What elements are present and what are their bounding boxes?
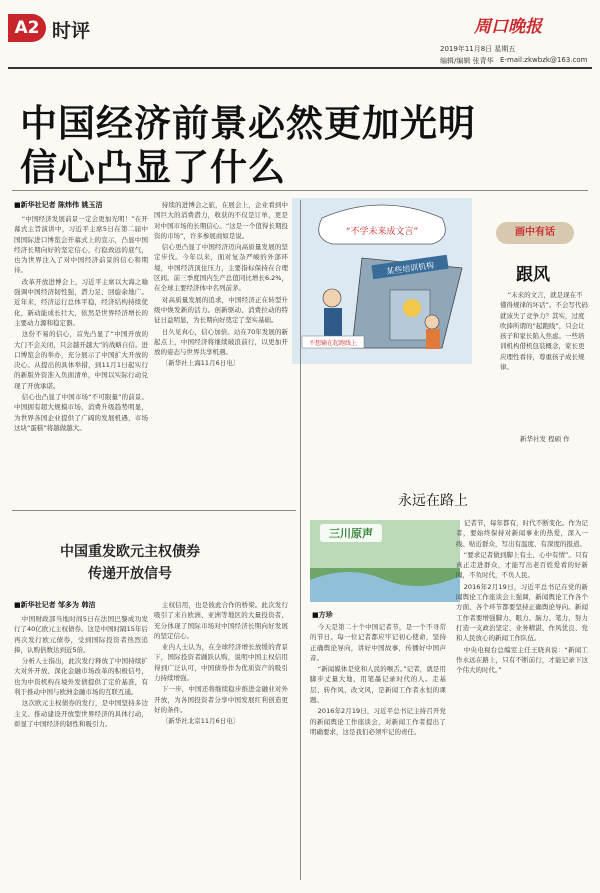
page-number-badge: A2 — [8, 14, 46, 42]
paragraph: 信心也凸显了中国市场“不可限量”的前景。中国拥有超大规模市场，消费升级趋势明显，为世界各国企业提供了广阔的发展机遇，市场这块“蛋糕”将越做越大。 — [14, 393, 148, 432]
paragraph: 持续的进博会之旅，在展会上，企业看到中国巨大的消费潜力，收获的不仅是订单，更是对中国市场的长期信心。“这是一个值得长期投资的市场”，许多参展商如是说。 — [154, 201, 288, 240]
article2-headline-line2: 传递开放信号 — [88, 566, 172, 582]
paragraph: 分析人士指出，此次发行释放了中国持续扩大对外开放、深化金融市场改革的积极信号，也为中资机构在境外发债提供了定价基准，有利于推动中国与欧洲金融市场的互联互通。 — [14, 657, 148, 697]
editor-email: E-mail:zkwbzk@163.com — [500, 56, 588, 64]
column-banner-label: 三川原声 — [329, 527, 373, 540]
paragraph: 信心更凸显了中国经济迈向高质量发展的坚定步伐。今年以来，面对复杂严峻的外部环境，中国经济顶住压力，主要指标保持在合理区间。前三季度国内生产总值同比增长6.2%，在全球主要经济体中名列前茅。 — [154, 243, 288, 293]
paragraph: 2016年2月19日，习近平总书记在党的新闻舆论工作座谈会上强调，新闻舆论工作各个方面、各个环节都要坚持正确舆论导向。新闻工作者要增强脚力、眼力、脑力、笔力，努力打造一支政治坚定、业务精湛、作风优良、党和人民放心的新闻工作队伍。 — [456, 582, 588, 643]
main-article-col1 — [14, 214, 148, 504]
paragraph: 日久见真心，信心加倍。站在70年发展的新起点上，中国经济将继续破浪前行，以更加开放的姿态与世界共享机遇。 — [154, 327, 288, 357]
section-title: 时评 — [52, 20, 91, 42]
paragraph: “新闻媒体是党和人民的喉舌。”记者，就是用脚步丈量大地、用笔墨记录时代的人。走基层、转作风、改文风，是新闻工作者永恒的课题。 — [310, 665, 446, 705]
paragraph: 这份不易的信心，首先凸显了“中国开放的大门不会关闭，只会越开越大”的战略自信。进口博览会的举办，充分展示了中国扩大开放的决心。从提出的具体举措，到11月1日起实行的新版外资准入负面清单，中国以实际行动兑现了开放承诺。 — [14, 330, 148, 390]
paragraph: “要求记者做到脚上有土、心中有情”。只有真正走进群众，才能写出老百姓爱看的好新闻，不负时代，不负人民。 — [456, 550, 588, 580]
column-divider — [300, 200, 301, 880]
paragraph: 改革开放进博会上，习近平主席以大海之喻强调中国经济韧性强，潜力足、回旋余地广。近年来，经济运行总体平稳，经济结构持续优化，新动能成长壮大，依然是世界经济增长的主要动力源和稳定器。 — [14, 277, 148, 327]
article2-col2 — [154, 600, 288, 884]
section-divider — [12, 510, 296, 511]
sanchuan-col2 — [456, 518, 588, 884]
column-tag: 画中有话 — [496, 222, 574, 244]
cartoon-door-text: 不想输在起跑线上 — [308, 340, 358, 347]
main-byline: ■新华社记者 陈炜伟 姚玉洁 — [14, 201, 103, 209]
main-headline-line2: 信心凸显了什么 — [20, 145, 286, 189]
paragraph: 〔新华社北京11月6日电〕 — [161, 717, 240, 726]
paragraph: “未来的文言，就是现在不懂得规律的坏话”。不会写代码就该失了竞争力？其实，过度吹捧所谓的“起跑线”，只会让孩子和家长陷入焦虑。一些培训机构借机包装概念，家长更应理性看待，尊重孩子成长规律。 — [500, 291, 588, 372]
sanchuan-byline: ■方珍 — [312, 611, 333, 619]
paragraph: 记者节，每年都有，时代不断变化。作为记者，要始终保持对新闻事业的热爱，深入一线、贴近群众，写出有温度、有深度的报道。 — [456, 519, 588, 548]
paragraph: 2016年2月19日，习近平总书记主持召开党的新闻舆论工作座谈会，对新闻工作者提出了明确要求，这是我们必须牢记的责任。 — [310, 707, 446, 736]
paragraph: 下一步，中国还将继续稳步推进金融业对外开放，为各国投资者分享中国发展红利创造更好的条件。 — [154, 685, 288, 714]
article2-byline: ■新华社记者 邹多为 韩洁 — [14, 601, 96, 609]
paragraph: 今天是第二十个中国记者节，是一个不寻常的节日。每一位记者都应牢记初心使命，坚持正确舆论导向，讲好中国故事，传播好中国声音。 — [310, 623, 446, 662]
editor-credit: 编辑/编辑 张青华 — [440, 57, 494, 65]
main-headline-line1: 中国经济前景必然更加光明 — [20, 101, 476, 145]
cartoon-sign-text: 某些培训机构 — [385, 260, 435, 277]
paragraph: 主权信用，也是彼此合作的桥梁。此次发行吸引了来自欧洲、亚洲等地区的大量投资者，充分体现了国际市场对中国经济长期向好发展的坚定信心。 — [154, 601, 288, 640]
paragraph: 对高质量发展的追求，中国经济正在转型升级中焕发新的活力。创新驱动、消费拉动的特征日益明显，为长期向好奠定了坚实基础。 — [154, 295, 288, 325]
side-article-title: 跟风 — [516, 265, 550, 285]
sanchuan-col1 — [310, 622, 446, 884]
paragraph: 中央电视台总编室主任王晓真说：“新闻工作永远在路上，只有不断前行，才能记录下这个伟大的时代。” — [456, 645, 588, 675]
side-article-author: 新华社发 程硕 作 — [520, 435, 570, 443]
cartoon-illustration — [292, 198, 472, 364]
cartoon-speech-text: “不学未来成文言” — [345, 227, 419, 237]
headline-divider — [12, 190, 588, 191]
side-article-body — [500, 290, 588, 372]
article2-headline-line1: 中国重发欧元主权债券 — [60, 544, 200, 560]
article2-col1 — [14, 614, 148, 884]
issue-date: 2019年11月8日 星期五 — [440, 45, 516, 53]
paragraph: “中国经济发展前景一定会更加光明！”在开幕式主旨演讲中，习近平主席5日在第二届中国国际进口博览会开幕式上的宣示，凸显中国经济长期向好的坚定信心，行稳致远的底气，也为世界注入了对中国经济前景的信心和期待。 — [14, 215, 148, 275]
paragraph: 业内人士认为，在全球经济增长放缓的背景下，国际投资者踊跃认购，说明中国主权信用得到广泛认可，中国债券作为优质资产的吸引力持续增强。 — [154, 643, 288, 683]
paragraph: 这次欧元主权债券的发行，是中国坚持多边主义、推动建设开放型世界经济的具体行动，彰显了中国经济的韧性和吸引力。 — [14, 699, 148, 728]
paragraph: 中国财政部当地时间5日在法国巴黎成功发行了40亿欧元主权债券。这是中国时隔15年后再次发行欧元债券，受到国际投资者热烈追捧，认购倍数达到近5倍。 — [14, 615, 148, 654]
newspaper-logo: 周口晚报 — [474, 17, 542, 37]
header-divider — [8, 67, 592, 69]
sanchuan-article-title: 永远在路上 — [398, 493, 468, 509]
main-article-col2 — [154, 200, 288, 504]
paragraph: 〔新华社上海11月6日电〕 — [161, 359, 240, 368]
column-banner-image — [310, 520, 460, 602]
